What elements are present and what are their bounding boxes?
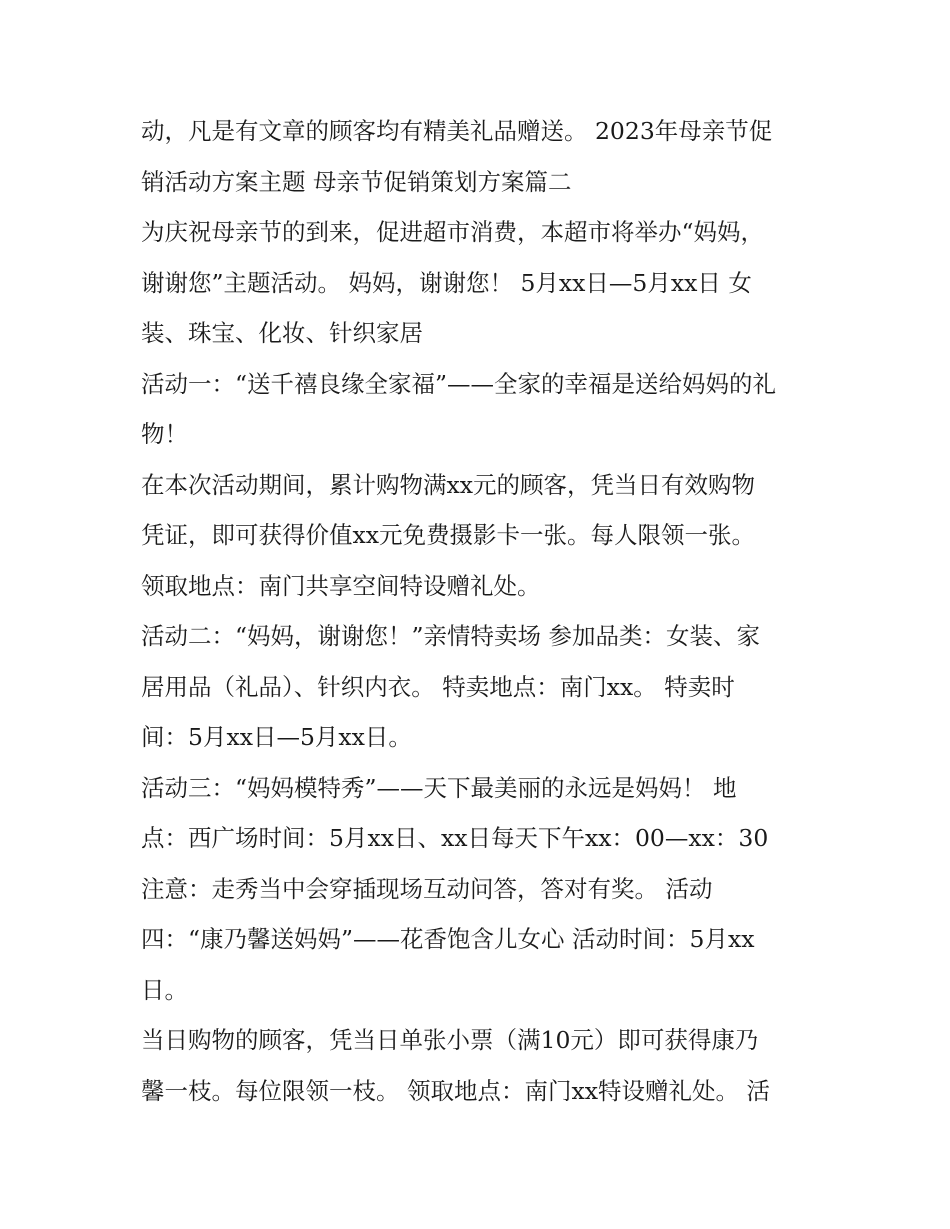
text-line-8: 在本次活动期间，累计购物满xx元的顾客，凭当日有效购物: [141, 470, 756, 499]
text-line-14: 活动三：“妈妈模特秀”——天下最美丽的永远是妈妈！ 地: [141, 773, 737, 802]
text-line-13: 间：5月xx日—5月xx日。: [141, 723, 412, 751]
text-line-1: 动，凡是有文章的顾客均有精美礼品赠送。 2023年母亲节促: [141, 117, 773, 145]
text-line-5: 装、珠宝、化妆、针织家居: [141, 319, 423, 347]
text-line-12: 居用品（礼品）、针织内衣。 特卖地点：南门xx。 特卖时: [141, 672, 735, 701]
text-line-10: 领取地点：南门共享空间特设赠礼处。: [141, 571, 541, 600]
text-line-20: 馨一枝。每位限领一枝。 领取地点：南门xx特设赠礼处。 活: [141, 1076, 770, 1105]
text-line-6: 活动一：“送千禧良缘全家福”——全家的幸福是送给妈妈的礼: [141, 369, 777, 398]
text-line-4: 谢谢您”主题活动。 妈妈，谢谢您！ 5月xx日—5月xx日 女: [141, 268, 752, 297]
text-line-7: 物！: [141, 420, 188, 448]
document-body: [141, 106, 821, 1116]
text-line-18: 日。: [141, 975, 188, 1004]
text-line-11: 活动二：“妈妈，谢谢您！”亲情特卖场 参加品类：女装、家: [141, 622, 760, 650]
text-line-16: 注意：走秀当中会穿插现场互动问答，答对有奖。 活动: [141, 874, 713, 903]
text-line-19: 当日购物的顾客，凭当日单张小票（满10元）即可获得康乃: [141, 1026, 759, 1054]
text-line-3: 为庆祝母亲节的到来，促进超市消费，本超市将举办“妈妈，: [141, 218, 765, 246]
text-line-17: 四：“康乃馨送妈妈”——花香饱含儿女心 活动时间：5月xx: [141, 925, 755, 953]
text-line-2: 销活动方案主题 母亲节促销策划方案篇二: [141, 167, 572, 196]
text-line-15: 点：西广场时间：5月xx日、xx日每天下午xx：00—xx：30: [141, 824, 769, 852]
text-line-9: 凭证，即可获得价值xx元免费摄影卡一张。每人限领一张。: [141, 521, 756, 549]
